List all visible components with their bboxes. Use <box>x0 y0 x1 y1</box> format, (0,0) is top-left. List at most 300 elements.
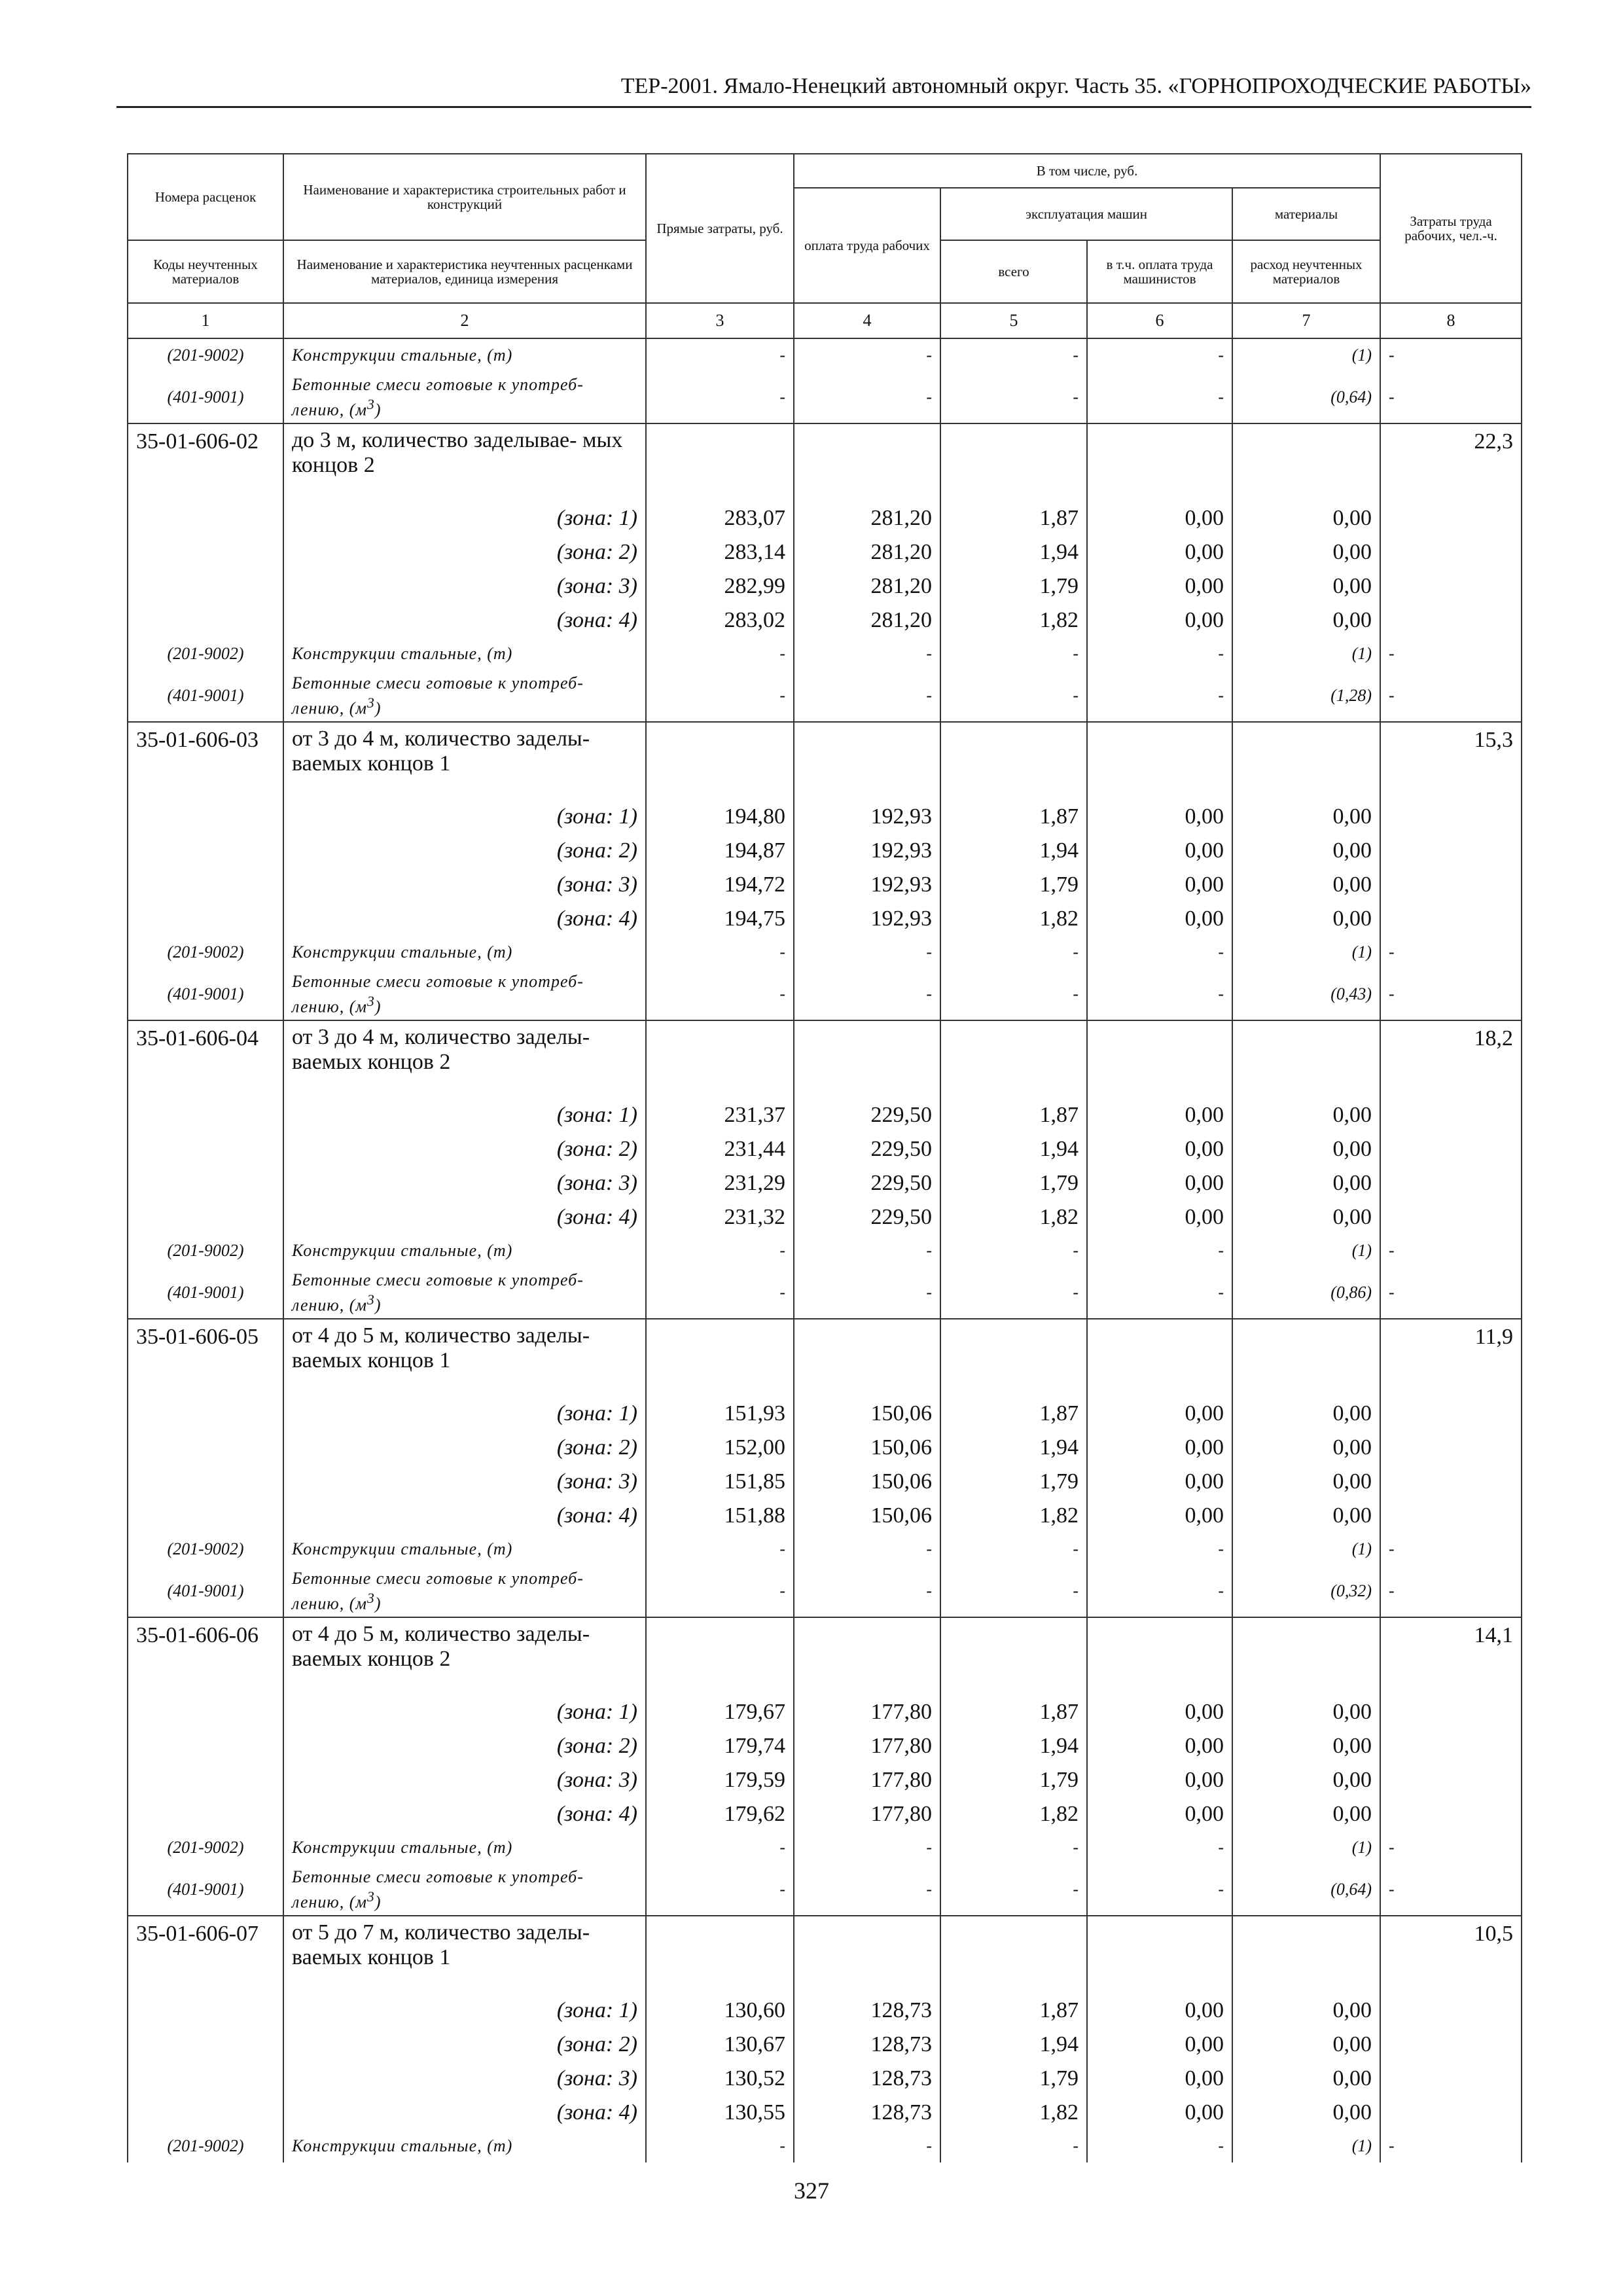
column-number: 8 <box>1380 303 1522 338</box>
dash-cell: - <box>794 670 940 722</box>
dash-cell: - <box>1380 1831 1522 1864</box>
worker-wages: 128,73 <box>794 2096 940 2130</box>
dash-cell: - <box>794 1566 940 1617</box>
empty-cell <box>794 1319 940 1397</box>
zone-row <box>128 1797 1522 1831</box>
dash-cell: - <box>646 1864 794 1916</box>
material-name-text: Бетонные смеси готовые к употреб- лению, (м <box>292 1867 584 1912</box>
material-name-text: Бетонные смеси готовые к употреб- лению, (м <box>292 374 584 420</box>
worker-wages: 150,06 <box>794 1465 940 1499</box>
dash-cell: - <box>794 1234 940 1267</box>
dash-cell: - <box>794 372 940 423</box>
empty-cell <box>128 1499 283 1533</box>
material-costs: 0,00 <box>1232 1465 1380 1499</box>
header-machine-operation: эксплуатация машин <box>940 188 1232 240</box>
material-costs: 0,00 <box>1232 1200 1380 1234</box>
empty-cell <box>794 722 940 800</box>
page-number: 327 <box>794 2178 829 2204</box>
empty-cell <box>1380 1397 1522 1431</box>
rates-body <box>128 338 1522 2162</box>
table-header <box>128 154 1522 338</box>
material-costs: 0,00 <box>1232 1994 1380 2028</box>
material-name-text: Конструкции стальные, (т) <box>292 346 513 365</box>
material-costs: 0,00 <box>1232 1166 1380 1200</box>
direct-costs: 179,67 <box>646 1695 794 1729</box>
material-costs: 0,00 <box>1232 603 1380 637</box>
machine-costs: 1,79 <box>940 868 1087 902</box>
zone-row <box>128 1200 1522 1234</box>
material-code: (401-9001) <box>128 1864 283 1916</box>
empty-cell <box>1380 1431 1522 1465</box>
header-materials: материалы <box>1232 188 1380 240</box>
zone-label: (зона: 3) <box>283 2062 646 2096</box>
direct-costs: 130,55 <box>646 2096 794 2130</box>
material-row <box>128 1566 1522 1617</box>
dash-cell: - <box>940 1566 1087 1617</box>
empty-cell <box>1380 1797 1522 1831</box>
machine-costs: 1,79 <box>940 569 1087 603</box>
empty-cell <box>128 1797 283 1831</box>
zone-row <box>128 834 1522 868</box>
empty-cell <box>1087 1319 1232 1397</box>
dash-cell: - <box>646 1267 794 1319</box>
zone-label: (зона: 1) <box>283 1994 646 2028</box>
zone-label: (зона: 3) <box>283 1166 646 1200</box>
zone-label: (зона: 2) <box>283 1431 646 1465</box>
dash-cell: - <box>646 1566 794 1617</box>
rate-title: от 4 до 5 м, количество заделы- ваемых концов 1 <box>283 1319 646 1397</box>
material-costs: 0,00 <box>1232 868 1380 902</box>
machine-costs: 1,94 <box>940 834 1087 868</box>
material-quantity: (0,64) <box>1232 1864 1380 1916</box>
worker-wages: 128,73 <box>794 1994 940 2028</box>
zone-row <box>128 1499 1522 1533</box>
page-header <box>116 73 1531 108</box>
material-costs: 0,00 <box>1232 2096 1380 2130</box>
dash-cell: - <box>1380 1234 1522 1267</box>
worker-wages: 150,06 <box>794 1397 940 1431</box>
dash-cell: - <box>794 969 940 1020</box>
rate-code: 35-01-606-07 <box>128 1916 283 1994</box>
rate-title-row <box>128 423 1522 501</box>
dash-cell: - <box>1087 1267 1232 1319</box>
material-code: (401-9001) <box>128 969 283 1020</box>
dash-cell: - <box>1087 1566 1232 1617</box>
dash-cell: - <box>1380 1864 1522 1916</box>
unit-close-paren: ) <box>374 1594 382 1613</box>
machine-costs: 1,87 <box>940 1397 1087 1431</box>
direct-costs: 179,59 <box>646 1763 794 1797</box>
material-name <box>283 969 646 1020</box>
zone-row <box>128 2062 1522 2096</box>
machine-costs: 1,82 <box>940 902 1087 936</box>
machine-costs: 1,82 <box>940 603 1087 637</box>
material-quantity: (0,86) <box>1232 1267 1380 1319</box>
zone-row <box>128 1994 1522 2028</box>
machine-costs: 1,87 <box>940 800 1087 834</box>
operator-wages: 0,00 <box>1087 902 1232 936</box>
empty-cell <box>128 1166 283 1200</box>
empty-cell <box>1380 1729 1522 1763</box>
zone-label: (зона: 4) <box>283 1200 646 1234</box>
machine-costs: 1,87 <box>940 1695 1087 1729</box>
empty-cell <box>1380 569 1522 603</box>
header-labor-costs: Затраты труда рабочих, чел.-ч. <box>1380 154 1522 303</box>
header-wages: оплата труда рабочих <box>794 188 940 303</box>
empty-cell <box>1380 2062 1522 2096</box>
material-name <box>283 1234 646 1267</box>
dash-cell: - <box>646 2130 794 2162</box>
material-costs: 0,00 <box>1232 1763 1380 1797</box>
dash-cell: - <box>1087 969 1232 1020</box>
direct-costs: 194,80 <box>646 800 794 834</box>
machine-costs: 1,87 <box>940 1098 1087 1132</box>
material-quantity: (1) <box>1232 637 1380 670</box>
material-name-text: Бетонные смеси готовые к употреб- лению, (м <box>292 1568 584 1613</box>
direct-costs: 194,75 <box>646 902 794 936</box>
direct-costs: 283,02 <box>646 603 794 637</box>
material-code: (401-9001) <box>128 670 283 722</box>
unit-exponent: 3 <box>367 1888 375 1905</box>
zone-row <box>128 535 1522 569</box>
zone-row <box>128 1695 1522 1729</box>
empty-cell <box>1380 834 1522 868</box>
dash-cell: - <box>940 936 1087 969</box>
dash-cell: - <box>646 637 794 670</box>
dash-cell: - <box>940 338 1087 372</box>
material-name-text: Конструкции стальные, (т) <box>292 2136 513 2155</box>
rate-title-row <box>128 722 1522 800</box>
machine-costs: 1,79 <box>940 1166 1087 1200</box>
dash-cell: - <box>646 936 794 969</box>
zone-row <box>128 1132 1522 1166</box>
direct-costs: 194,87 <box>646 834 794 868</box>
empty-cell <box>1232 1020 1380 1098</box>
dash-cell: - <box>940 372 1087 423</box>
labor-cost: 14,1 <box>1380 1617 1522 1695</box>
operator-wages: 0,00 <box>1087 1994 1232 2028</box>
header-material-codes: Коды неучтенных материалов <box>128 240 283 303</box>
machine-costs: 1,94 <box>940 1431 1087 1465</box>
material-quantity: (1,28) <box>1232 670 1380 722</box>
dash-cell: - <box>940 969 1087 1020</box>
dash-cell: - <box>1087 637 1232 670</box>
dash-cell: - <box>794 1533 940 1566</box>
direct-costs: 151,93 <box>646 1397 794 1431</box>
empty-cell <box>1380 1098 1522 1132</box>
empty-cell <box>1232 1916 1380 1994</box>
direct-costs: 231,44 <box>646 1132 794 1166</box>
dash-cell: - <box>794 1831 940 1864</box>
column-number: 3 <box>646 303 794 338</box>
empty-cell <box>128 501 283 535</box>
material-name-text: Конструкции стальные, (т) <box>292 1539 513 1558</box>
empty-cell <box>794 423 940 501</box>
empty-cell <box>128 800 283 834</box>
material-quantity: (0,43) <box>1232 969 1380 1020</box>
direct-costs: 179,74 <box>646 1729 794 1763</box>
direct-costs: 194,72 <box>646 868 794 902</box>
dash-cell: - <box>1380 372 1522 423</box>
header-machines-total: всего <box>940 240 1087 303</box>
dash-cell: - <box>1380 1566 1522 1617</box>
rate-title-row <box>128 1617 1522 1695</box>
header-rate-number: Номера расценок <box>128 154 283 240</box>
operator-wages: 0,00 <box>1087 501 1232 535</box>
direct-costs: 151,85 <box>646 1465 794 1499</box>
dash-cell: - <box>940 1864 1087 1916</box>
material-name-text: Конструкции стальные, (т) <box>292 644 513 663</box>
empty-cell <box>940 1319 1087 1397</box>
dash-cell: - <box>1380 637 1522 670</box>
zone-label: (зона: 2) <box>283 834 646 868</box>
column-number: 2 <box>283 303 646 338</box>
machine-costs: 1,82 <box>940 1499 1087 1533</box>
dash-cell: - <box>1380 1533 1522 1566</box>
machine-costs: 1,79 <box>940 1465 1087 1499</box>
empty-cell <box>646 1319 794 1397</box>
empty-cell <box>1232 722 1380 800</box>
zone-row <box>128 1166 1522 1200</box>
dash-cell: - <box>1380 670 1522 722</box>
direct-costs: 282,99 <box>646 569 794 603</box>
material-name-text: Конструкции стальные, (т) <box>292 1241 513 1260</box>
empty-cell <box>128 2028 283 2062</box>
unit-close-paren: ) <box>374 997 382 1016</box>
dash-cell: - <box>1087 1864 1232 1916</box>
empty-cell <box>1380 2028 1522 2062</box>
material-row <box>128 2130 1522 2162</box>
labor-cost: 22,3 <box>1380 423 1522 501</box>
material-code: (201-9002) <box>128 1533 283 1566</box>
dash-cell: - <box>1087 372 1232 423</box>
machine-costs: 1,94 <box>940 1729 1087 1763</box>
operator-wages: 0,00 <box>1087 1098 1232 1132</box>
material-code: (201-9002) <box>128 2130 283 2162</box>
worker-wages: 150,06 <box>794 1499 940 1533</box>
dash-cell: - <box>1380 1267 1522 1319</box>
empty-cell <box>1087 1916 1232 1994</box>
material-costs: 0,00 <box>1232 1499 1380 1533</box>
header-title: ТЕР-2001. Ямало-Ненецкий автономный округ. Часть 35. «ГОРНОПРОХОДЧЕСКИЕ РАБОТЫ» <box>620 74 1531 98</box>
dash-cell: - <box>794 338 940 372</box>
material-row <box>128 969 1522 1020</box>
machine-costs: 1,94 <box>940 1132 1087 1166</box>
empty-cell <box>128 2062 283 2096</box>
direct-costs: 130,60 <box>646 1994 794 2028</box>
worker-wages: 192,93 <box>794 800 940 834</box>
worker-wages: 229,50 <box>794 1166 940 1200</box>
material-quantity: (1) <box>1232 338 1380 372</box>
material-name <box>283 372 646 423</box>
worker-wages: 281,20 <box>794 603 940 637</box>
material-code: (201-9002) <box>128 637 283 670</box>
zone-label: (зона: 1) <box>283 1695 646 1729</box>
material-quantity: (0,32) <box>1232 1566 1380 1617</box>
dash-cell: - <box>646 1831 794 1864</box>
empty-cell <box>1380 1166 1522 1200</box>
empty-cell <box>646 722 794 800</box>
material-quantity: (0,64) <box>1232 372 1380 423</box>
zone-label: (зона: 3) <box>283 569 646 603</box>
operator-wages: 0,00 <box>1087 1166 1232 1200</box>
unit-close-paren: ) <box>374 1892 382 1912</box>
material-name-text: Конструкции стальные, (т) <box>292 1838 513 1857</box>
material-name <box>283 1533 646 1566</box>
empty-cell <box>794 1020 940 1098</box>
dash-cell: - <box>794 637 940 670</box>
unit-close-paren: ) <box>374 400 382 420</box>
material-quantity: (1) <box>1232 1831 1380 1864</box>
unit-close-paren: ) <box>374 698 382 718</box>
zone-label: (зона: 4) <box>283 1797 646 1831</box>
operator-wages: 0,00 <box>1087 603 1232 637</box>
unit-exponent: 3 <box>367 1590 375 1606</box>
rate-code: 35-01-606-05 <box>128 1319 283 1397</box>
empty-cell <box>1380 1695 1522 1729</box>
zone-label: (зона: 3) <box>283 868 646 902</box>
empty-cell <box>1087 1020 1232 1098</box>
machine-costs: 1,94 <box>940 2028 1087 2062</box>
worker-wages: 128,73 <box>794 2062 940 2096</box>
worker-wages: 229,50 <box>794 1098 940 1132</box>
zone-row <box>128 1431 1522 1465</box>
material-code: (401-9001) <box>128 372 283 423</box>
header-material-names: Наименование и характеристика неучтенных расценками материалов, единица измерения <box>283 240 646 303</box>
empty-cell <box>128 1729 283 1763</box>
operator-wages: 0,00 <box>1087 1431 1232 1465</box>
empty-cell <box>128 1397 283 1431</box>
direct-costs: 130,67 <box>646 2028 794 2062</box>
empty-cell <box>646 1617 794 1695</box>
dash-cell: - <box>1087 1831 1232 1864</box>
empty-cell <box>128 603 283 637</box>
zone-label: (зона: 2) <box>283 2028 646 2062</box>
rates-table <box>127 153 1522 2162</box>
rate-title-row <box>128 1020 1522 1098</box>
empty-cell <box>646 1916 794 1994</box>
empty-cell <box>1087 722 1232 800</box>
dash-cell: - <box>794 2130 940 2162</box>
material-costs: 0,00 <box>1232 2062 1380 2096</box>
material-name-text: Конструкции стальные, (т) <box>292 942 513 961</box>
operator-wages: 0,00 <box>1087 535 1232 569</box>
empty-cell <box>128 1763 283 1797</box>
zone-label: (зона: 4) <box>283 603 646 637</box>
material-name-text: Бетонные смеси готовые к употреб- лению, (м <box>292 673 584 718</box>
rate-title: от 4 до 5 м, количество заделы- ваемых концов 2 <box>283 1617 646 1695</box>
rate-code: 35-01-606-02 <box>128 423 283 501</box>
zone-label: (зона: 4) <box>283 902 646 936</box>
material-costs: 0,00 <box>1232 1397 1380 1431</box>
zone-label: (зона: 3) <box>283 1763 646 1797</box>
operator-wages: 0,00 <box>1087 2028 1232 2062</box>
dash-cell: - <box>646 372 794 423</box>
empty-cell <box>794 1916 940 1994</box>
zone-row <box>128 1098 1522 1132</box>
empty-cell <box>1232 423 1380 501</box>
material-code: (201-9002) <box>128 1831 283 1864</box>
material-quantity: (1) <box>1232 2130 1380 2162</box>
worker-wages: 192,93 <box>794 902 940 936</box>
dash-cell: - <box>940 2130 1087 2162</box>
dash-cell: - <box>646 1234 794 1267</box>
worker-wages: 150,06 <box>794 1431 940 1465</box>
material-costs: 0,00 <box>1232 834 1380 868</box>
direct-costs: 179,62 <box>646 1797 794 1831</box>
column-number: 1 <box>128 303 283 338</box>
zone-row <box>128 1465 1522 1499</box>
material-costs: 0,00 <box>1232 1431 1380 1465</box>
worker-wages: 229,50 <box>794 1132 940 1166</box>
empty-cell <box>1380 535 1522 569</box>
unit-close-paren: ) <box>374 1295 382 1315</box>
operator-wages: 0,00 <box>1087 1763 1232 1797</box>
dash-cell: - <box>940 670 1087 722</box>
material-costs: 0,00 <box>1232 902 1380 936</box>
material-name <box>283 670 646 722</box>
material-costs: 0,00 <box>1232 1729 1380 1763</box>
zone-row <box>128 868 1522 902</box>
dash-cell: - <box>646 1533 794 1566</box>
material-costs: 0,00 <box>1232 1132 1380 1166</box>
zone-label: (зона: 3) <box>283 1465 646 1499</box>
rate-title: от 5 до 7 м, количество заделы- ваемых концов 1 <box>283 1916 646 1994</box>
zone-label: (зона: 2) <box>283 1729 646 1763</box>
rate-code: 35-01-606-03 <box>128 722 283 800</box>
material-name <box>283 1831 646 1864</box>
dash-cell: - <box>1087 1234 1232 1267</box>
dash-cell: - <box>1087 2130 1232 2162</box>
dash-cell: - <box>1380 338 1522 372</box>
labor-cost: 10,5 <box>1380 1916 1522 1994</box>
zone-row <box>128 569 1522 603</box>
dash-cell: - <box>1380 969 1522 1020</box>
empty-cell <box>1380 1499 1522 1533</box>
header-work-name: Наименование и характеристика строительных работ и конструкций <box>283 154 646 240</box>
column-number: 6 <box>1087 303 1232 338</box>
material-name <box>283 1566 646 1617</box>
empty-cell <box>1380 1465 1522 1499</box>
material-quantity: (1) <box>1232 1234 1380 1267</box>
operator-wages: 0,00 <box>1087 2062 1232 2096</box>
direct-costs: 231,37 <box>646 1098 794 1132</box>
column-numbers-row <box>128 303 1522 338</box>
empty-cell <box>128 834 283 868</box>
dash-cell: - <box>1087 338 1232 372</box>
rate-title: до 3 м, количество заделывае- мых концов 2 <box>283 423 646 501</box>
rate-title: от 3 до 4 м, количество заделы- ваемых концов 1 <box>283 722 646 800</box>
material-name <box>283 1267 646 1319</box>
dash-cell: - <box>794 1864 940 1916</box>
dash-cell: - <box>940 1234 1087 1267</box>
empty-cell <box>940 1916 1087 1994</box>
empty-cell <box>128 1465 283 1499</box>
empty-cell <box>128 1200 283 1234</box>
operator-wages: 0,00 <box>1087 868 1232 902</box>
empty-cell <box>1232 1319 1380 1397</box>
machine-costs: 1,79 <box>940 2062 1087 2096</box>
material-name <box>283 637 646 670</box>
empty-cell <box>646 423 794 501</box>
empty-cell <box>128 902 283 936</box>
machine-costs: 1,82 <box>940 1200 1087 1234</box>
header-including-group: В том числе, руб. <box>794 154 1380 188</box>
dash-cell: - <box>1087 1533 1232 1566</box>
material-row <box>128 1831 1522 1864</box>
rate-title-row <box>128 1916 1522 1994</box>
zone-row <box>128 800 1522 834</box>
